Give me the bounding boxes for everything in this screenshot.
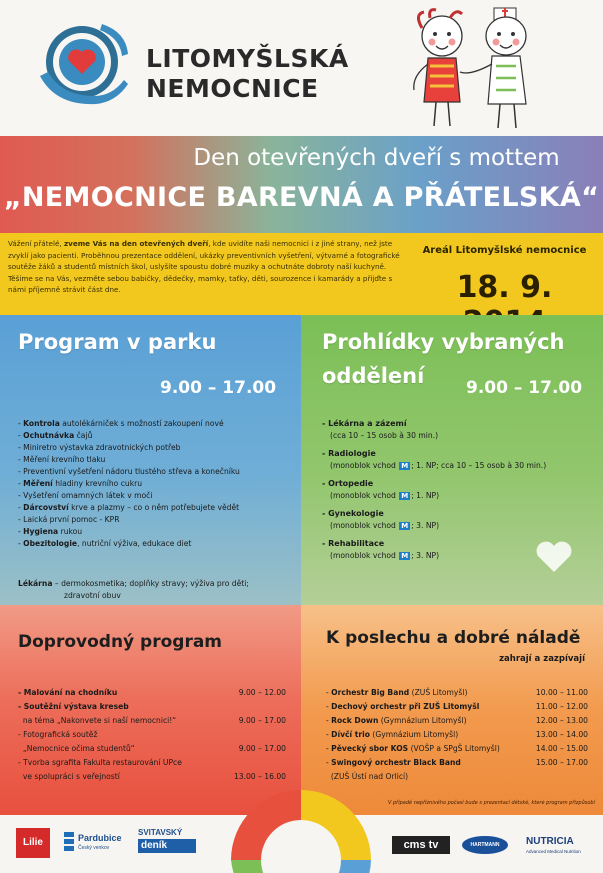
pardubice-icon [64,832,74,852]
side-title: Doprovodný program [18,632,223,652]
list-item: - Měření krevního tlaku [18,455,106,464]
table-row: - Fotografická soutěž [18,730,98,739]
colorful-circle-icon [226,784,376,873]
list-item: - Hygiena rukou [18,527,83,536]
tours-time: 9.00 – 17.00 [466,378,583,398]
sponsor-pardubice: Pardubice [78,833,122,843]
side-list [18,686,286,784]
sponsor-hartmann: HARTMANN [462,836,508,854]
list-item: - Ochutnávka čajů [18,431,93,440]
list-item: - Preventivní vyšetření nádoru tlustého střeva a konečníku [18,467,240,476]
table-row: - Orchestr Big Band (ZUŠ Litomyšl) 10.00 – 11.00 [326,688,588,697]
dept-item: - Rehabilitace (monoblok vchod M ; 3. NP) [322,539,440,560]
tours-title-line1: Prohlídky vybraných [322,330,565,354]
sponsor-pardubice-sub: Český venkov [78,845,110,851]
entrance-badge: M [401,462,409,470]
entrance-badge: M [401,492,409,500]
event-date: 18. 9. [456,270,553,305]
entrance-badge: M [401,552,409,560]
table-row: (ZUŠ Ústí nad Orlicí) [330,772,409,781]
table-row: na téma „Nakonvete si naší nemocnici!“ 9.00 – 17.00 [22,716,286,725]
list-item: - Miniretro výstavka zdravotnických potřeb [18,443,181,452]
table-row: - Soutěžní výstava kreseb [18,702,129,711]
list-item: - Dárcovství krve a plazmy – co o něm potřebujete vědět [18,503,240,512]
table-row: - Dechový orchestr při ZUŠ Litomyšl 11.00 – 12.00 [326,702,588,711]
table-row: - Dívčí trio (Gymnázium Litomyšl) 13.00 – 14.00 [326,730,588,739]
list-item: - Laická první pomoc - KPR [18,515,120,524]
music-subtitle: zahrají a zazpívají [499,654,585,664]
sponsor-denik: deník [138,839,196,853]
sponsor-nutricia: NUTRICIA [526,836,574,847]
dept-item: - Radiologie (monoblok vchod M ; 1. NP; cca 10 – 15 osob à 30 min.) [322,449,547,470]
list-item: - Kontrola autolékárniček s možností zakoupení nové [18,419,224,428]
table-row: „Nemocnice očima studentů“ 9.00 – 17.00 [22,744,286,753]
table-row: - Malování na chodníku 9.00 – 12.00 [18,688,286,697]
park-title: Program v parku [18,330,217,354]
intro-paragraph [8,238,403,296]
dept-item: - Gynekologie (monoblok vchod M ; 3. NP) [322,509,440,530]
sponsor-nutricia-sub: Advanced Medical Nutrition [526,849,581,854]
music-title: K poslechu a dobré náladě [326,628,581,648]
logo-text-line2: NEMOCNICE [146,74,319,103]
pharmacy-line-2: zdravotní obuv [64,591,121,600]
dept-item: - Ortopedie (monoblok vchod M ; 1. NP) [322,479,440,500]
dept-item: - Lékárna a zázemí (cca 10 – 15 osob à 30 min.) [322,419,439,440]
entrance-badge: M [401,522,409,530]
table-row: - Tvorba sgrafita Fakulta restaurování UPce [18,758,182,767]
event-subtitle: Den otevřených dveří s mottem [193,145,560,171]
music-list [326,686,588,784]
event-title: „NEMOCNICE BAREVNÁ A PŘÁTELSKÁ“ [3,182,600,213]
park-time: 9.00 – 17.00 [160,378,277,398]
intro-text-post: , kde uvidíte naši nemocnici i z jiné strany, než jste zvyklí jako pacienti. Proběhnou prezentace oddělení, ukázky preventivních vyšetření, výtvarné a fotografické soutěže žáků a studentů místních škol, uslyšíte spoustu dobré muziky a ochutnáte dobroty naší kuchyně. Těšíme se na Vás, vezměte sebou babičky, dědečky, mamky, taťky, děti, sourozence i kamarády a přijďte s námi příjemně strávit část dne. [8,239,400,294]
table-row: - Swingový orchestr Black Band 15.00 – 17.00 [326,758,588,767]
park-list [18,418,298,550]
intro-text-pre: Vážení přátelé, [8,239,64,248]
list-item: - Obezitologie, nutriční výživa, edukace diet [18,539,192,548]
table-row: ve spolupráci s veřejností 13.00 – 16.00 [22,772,286,781]
heart-icon [534,540,574,574]
tours-title-line2: oddělení [322,364,425,388]
weather-footnote: V případě nepříznivého počasí bude s prezentací dětské, které program přizpůsobí [387,800,595,806]
doctor-mascots-icon [400,6,550,136]
intro-text-bold: zveme Vás na den otevřených dveří [63,239,209,248]
sponsor-lilie: Lilie [16,828,50,858]
logo-text-line1: LITOMYŠLSKÁ [146,44,349,73]
sponsor-cmstv: cms tv [392,836,450,854]
sponsor-svitavsky: SVITAVSKÝ [138,828,183,837]
list-item: - Vyšetření omamných látek v moči [18,491,153,500]
table-row: - Rock Down (Gymnázium Litomyšl) 12.00 – 13.00 [326,716,588,725]
hospital-logo-icon [36,14,132,112]
pharmacy-line: Lékárna – dermokosmetika; doplňky stravy; výživa pro děti; [18,579,249,588]
venue-label: Areál Litomyšlské nemocnice [422,245,587,256]
table-row: - Pěvecký sbor KOS (VOŠP a SPgŠ Litomyšl) 14.00 – 15.00 [326,744,588,753]
list-item: - Měření hladiny krevního cukru [18,479,143,488]
